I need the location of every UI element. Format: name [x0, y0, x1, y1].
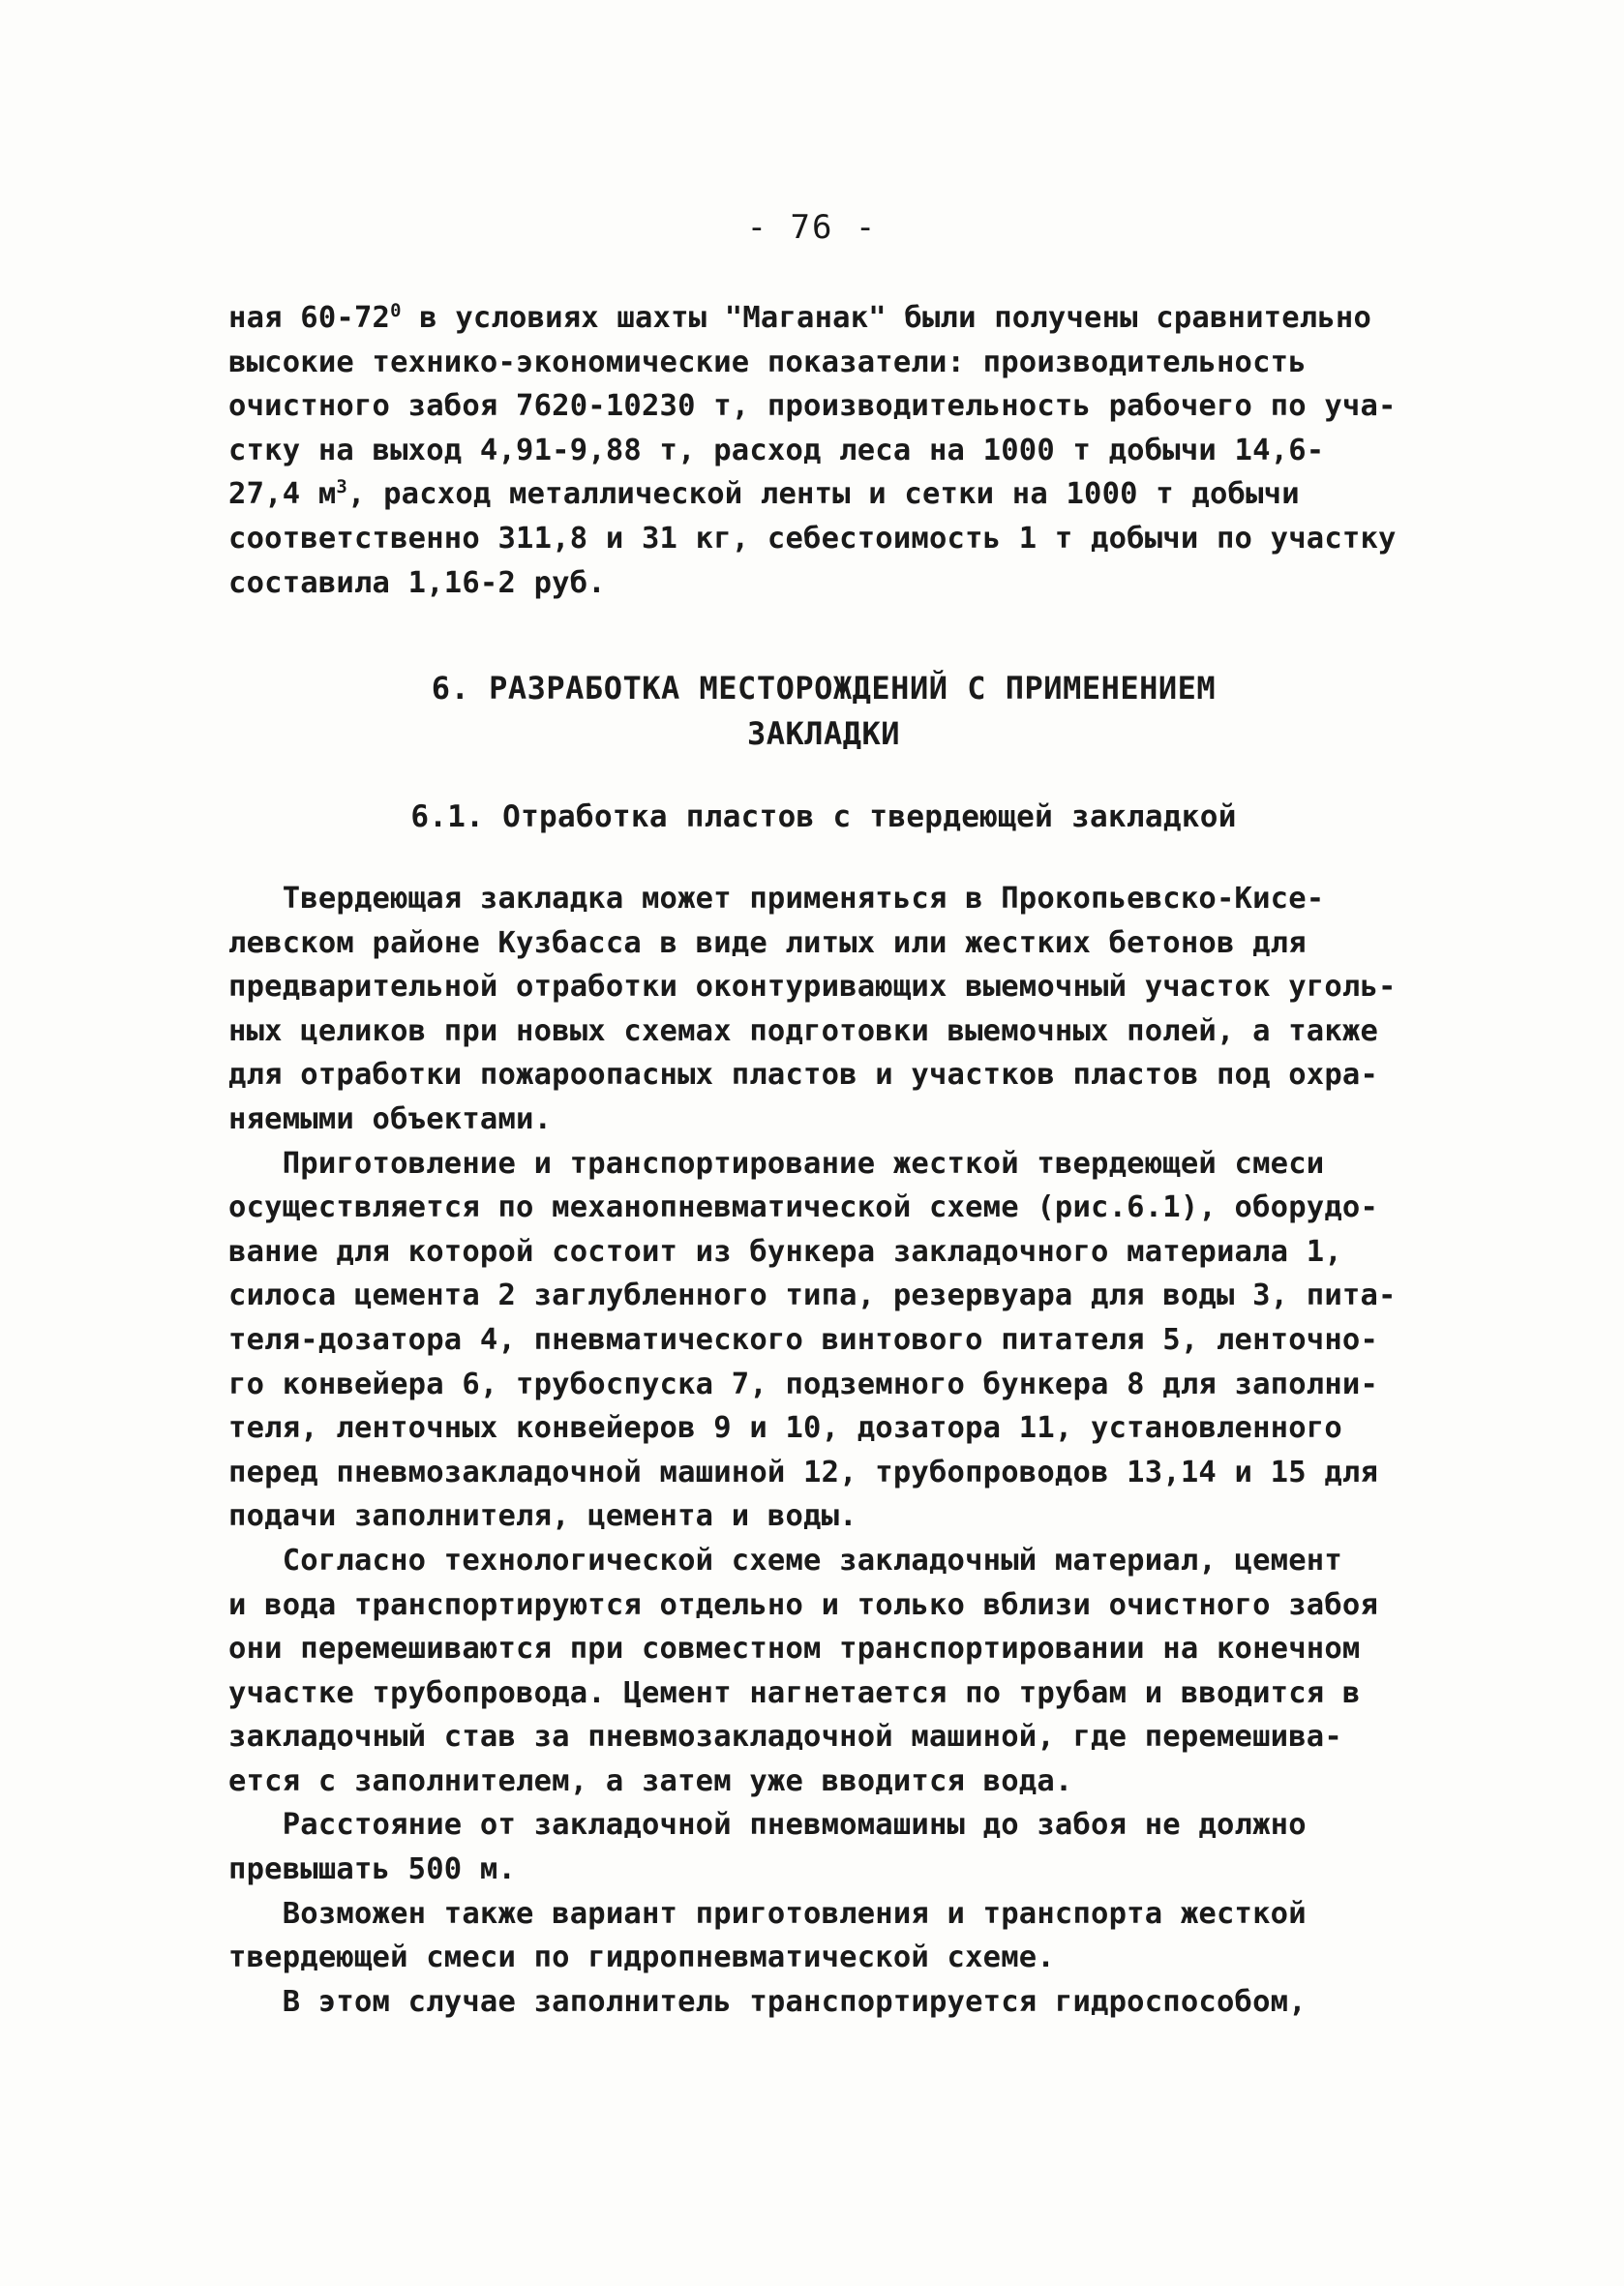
text-line: Согласно технологической схеме закладочный материал, цемент	[228, 1543, 1342, 1578]
text-line: вание для которой состоит из бункера закладочного материала 1,	[228, 1234, 1342, 1269]
text-line: го конвейера 6, трубоспуска 7, подземного бункера 8 для заполни-	[228, 1367, 1379, 1401]
text-line: твердеющей смеси по гидропневматической схеме.	[228, 1940, 1055, 1975]
text-line: участке трубопровода. Цемент нагнетается по трубам и вводится в	[228, 1675, 1361, 1710]
section-heading	[228, 666, 1419, 757]
text-line: ных целиков при новых схемах подготовки выемочных полей, а также	[228, 1013, 1379, 1048]
text-line: 27,4 $м^3$, расход металлической ленты и сетки на 1000 т добычи	[228, 476, 1300, 512]
text-line: силоса цемента 2 заглубленного типа, резервуара для воды 3, пита-	[228, 1278, 1397, 1313]
section-heading-line: ЗАКЛАДКИ	[746, 715, 901, 752]
text-line: соответственно 311,8 и 31 кг, себестоимость 1 т добычи по участку	[228, 521, 1397, 556]
text-line: осуществляется по механопневматической схеме (рис.6.1), оборудо-	[228, 1190, 1379, 1225]
text-line: ная $60-72^0$ в условиях шахты "Маганак" были получены сравнительно	[228, 299, 1372, 335]
text-line: составила 1,16-2 руб.	[228, 565, 606, 600]
text-line: няемыми объектами.	[228, 1101, 553, 1136]
text-line: очистного забоя 7620-10230 т, производительность рабочего по уча-	[228, 389, 1397, 424]
text-line: высокие технико-экономические показатели: производительность	[228, 345, 1307, 379]
text-line: Твердеющая закладка может применяться в Прокопьевско-Кисе-	[228, 882, 1325, 916]
text-line: Возможен также вариант приготовления и транспорта жесткой	[228, 1896, 1307, 1931]
section-heading-line: 6. РАЗРАБОТКА МЕСТОРОЖДЕНИЙ С ПРИМЕНЕНИЕМ	[431, 670, 1217, 707]
text-line: для отработки пожароопасных пластов и участков пластов под охра-	[228, 1058, 1379, 1093]
text-line: ется с заполнителем, а затем уже вводится вода.	[228, 1763, 1073, 1798]
text-line: и вода транспортируются отдельно и только вблизи очистного забоя	[228, 1587, 1379, 1622]
intro-paragraph	[228, 296, 1419, 605]
text-line: превышать 500 м.	[228, 1852, 517, 1887]
text-line: перед пневмозакладочной машиной 12, трубопроводов 13,14 и 15 для	[228, 1455, 1379, 1489]
body-text	[228, 877, 1419, 2024]
text-line: они перемешиваются при совместном транспортировании на конечном	[228, 1632, 1361, 1667]
text-line: Приготовление и транспортирование жесткой твердеющей смеси	[228, 1146, 1325, 1181]
text-line: стку на выход 4,91-9,88 т, расход леса на 1000 т добычи 14,6-	[228, 433, 1325, 467]
text-line: закладочный став за пневмозакладочной машиной, где перемешива-	[228, 1720, 1342, 1755]
text-line: подачи заполнителя, цемента и воды.	[228, 1499, 857, 1534]
text-line: теля-дозатора 4, пневматического винтового питателя 5, ленточно-	[228, 1322, 1379, 1357]
text-line: Расстояние от закладочной пневмомашины до забоя не должно	[228, 1808, 1307, 1843]
page-number: - 76 -	[746, 208, 878, 247]
text-line: предварительной отработки оконтуривающих выемочный участок уголь-	[228, 970, 1397, 1005]
text-line: левском районе Кузбасса в виде литых или жестких бетонов для	[228, 925, 1307, 960]
text-line: теля, ленточных конвейеров 9 и 10, дозатора 11, установленного	[228, 1411, 1342, 1446]
subsection-heading: 6.1. Отработка пластов с твердеющей закладкой	[410, 799, 1237, 834]
text-line: В этом случае заполнитель транспортируется гидроспособом,	[228, 1984, 1307, 2019]
